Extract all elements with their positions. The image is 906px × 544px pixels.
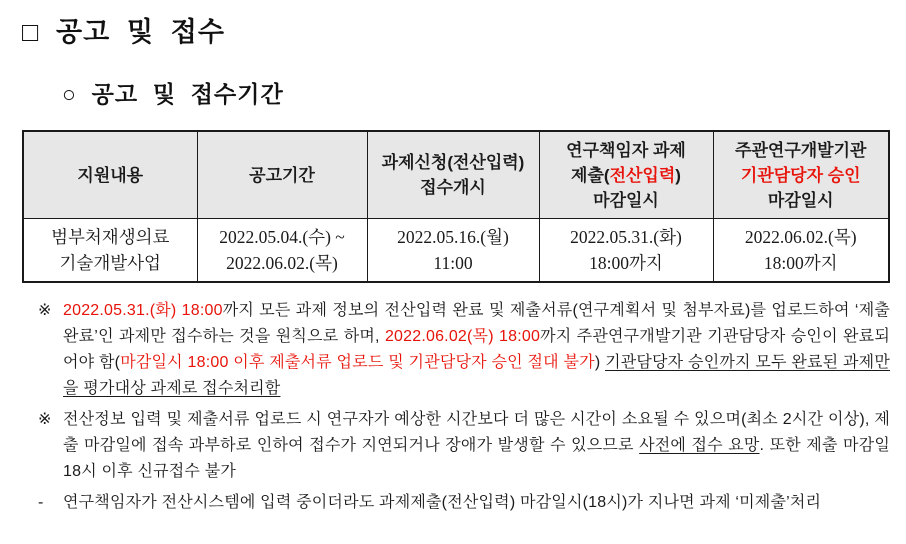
header-announcement-period: 공고기간 — [197, 131, 367, 219]
note-unsubmitted-processing — [38, 490, 890, 516]
cell-institution-approval-deadline: 2022.06.02.(목) 18:00까지 — [713, 219, 889, 283]
page-title: □ 공고 및 접수 — [22, 17, 225, 47]
cell-program-name: 범부처재생의료 기술개발사업 — [23, 219, 197, 283]
header-institution-approval-deadline: 주관연구개발기관 기관담당자 승인 마감일시 — [713, 131, 889, 219]
header-application-start: 과제신청(전산입력) 접수개시 — [367, 131, 539, 219]
schedule-table-body — [23, 219, 889, 283]
schedule-table — [22, 130, 890, 283]
header-pi-submission-deadline: 연구책임자 과제 제출(전산입력) 마감일시 — [539, 131, 713, 219]
notes-section — [38, 298, 890, 516]
header-row — [23, 131, 889, 219]
note-text: 전산정보 입력 및 제출서류 업로드 시 연구자가 예상한 시간보다 더 많은 시간이 소요될 수 있으며(최소 2시간 이상), 제출 마감일에 접속 과부하로 인하여 접수가 지연되거나 장애가 발생할 수 있으므로 사전에 접수 요망. 또한 제출 마감일 18시 이후 신규접수 불가 — [63, 411, 890, 480]
cell-application-start: 2022.05.16.(월) 11:00 — [367, 219, 539, 283]
note-deadline-detail — [38, 298, 890, 402]
note-marker: ※ — [38, 302, 52, 319]
note-marker: - — [38, 494, 44, 511]
note-text: 연구책임자가 전산시스템에 입력 중이더라도 과제제출(전산입력) 마감일시(18시)가 지나면 과제 ‘미제출’처리 — [63, 494, 822, 511]
note-marker: ※ — [38, 411, 52, 428]
header-support-content: 지원내용 — [23, 131, 197, 219]
cell-pi-submission-deadline: 2022.05.31.(화) 18:00까지 — [539, 219, 713, 283]
table-row — [23, 219, 889, 283]
schedule-table-header — [23, 131, 889, 219]
cell-announcement-period: 2022.05.04.(수) ~ 2022.06.02.(목) — [197, 219, 367, 283]
section-title: ○ 공고 및 접수기간 — [62, 82, 284, 107]
note-upload-time-warning — [38, 407, 890, 485]
note-text: 2022.05.31.(화) 18:00까지 모든 과제 정보의 전산입력 완료 및 제출서류(연구계획서 및 첨부자료)를 업로드하여 ‘제출완료’인 과제만 접수하는 것을 원칙으로 하며, 2022.06.02(목) 18:00까지 주관연구개발기관 기관담당자 승인이 완료되어야 함(마감일시 18:00 이후 제출서류 업로드 및 기관담당자 승인 절대 불가) 기관담당자 승인까지 모두 완료된 과제만을 평가대상 과제로 접수처리함 — [63, 302, 891, 397]
